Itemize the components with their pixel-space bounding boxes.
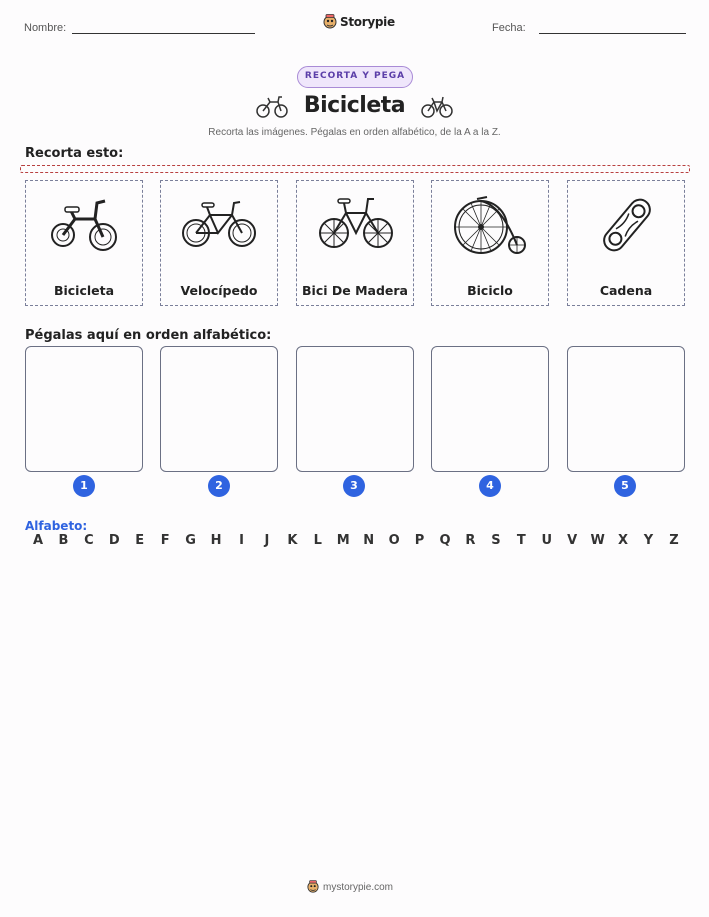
alphabet-letter: W (590, 533, 605, 548)
bike-icon-left (256, 93, 288, 119)
paste-label: Pégalas aquí en orden alfabético: (25, 328, 272, 343)
alphabet-letter: Z (669, 533, 679, 548)
brand-name: Storypie (340, 15, 395, 29)
alphabet-letter: P (414, 533, 425, 548)
header-row (0, 14, 709, 44)
date-label: Fecha: (492, 22, 526, 34)
chain-link-icon (587, 189, 667, 259)
brand-logo (323, 14, 395, 30)
alphabet-letter: C (84, 533, 94, 548)
alphabet-letter: G (185, 533, 196, 548)
cut-card-5[interactable] (567, 180, 685, 306)
bicycle-icon (180, 189, 260, 259)
paste-slot-5[interactable] (567, 346, 685, 472)
name-line[interactable] (72, 33, 255, 34)
alphabet-letter: B (58, 533, 69, 548)
card-label-2: Velocípedo (180, 283, 258, 298)
balance-bike-icon (45, 189, 125, 259)
alphabet-letter: A (32, 533, 44, 548)
cut-card-4[interactable] (431, 180, 549, 306)
storypie-mascot-icon (307, 880, 319, 894)
cut-card-2[interactable] (160, 180, 278, 306)
alphabet-letter: U (541, 533, 553, 548)
alphabet-letter: X (618, 533, 629, 548)
alphabet-row (26, 533, 686, 548)
alphabet-letter: D (108, 533, 120, 548)
alphabet-letter: Y (643, 533, 654, 548)
bike-icon-right (421, 93, 453, 119)
alphabet-letter: L (313, 533, 322, 548)
instructions: Recorta las imágenes. Pégalas en orden alfabético, de la A a la Z. (208, 127, 501, 138)
alphabet-letter: T (516, 533, 526, 548)
alphabet-letter: N (363, 533, 375, 548)
title-row (0, 93, 709, 123)
name-label: Nombre: (24, 22, 67, 34)
penny-farthing-icon (451, 189, 531, 259)
alphabet-letter: F (160, 533, 170, 548)
card-label-5: Cadena (599, 283, 653, 298)
card-label-3: Bici De Madera (302, 283, 408, 298)
alphabet-letter: O (388, 533, 400, 548)
footer-url[interactable]: mystorypie.com (323, 881, 394, 893)
cut-line (20, 165, 690, 173)
alphabet-letter: J (264, 533, 270, 548)
paste-slot-1[interactable] (25, 346, 143, 472)
date-line[interactable] (539, 33, 686, 34)
paste-slot-2[interactable] (160, 346, 278, 472)
cut-card-3[interactable] (296, 180, 414, 306)
alphabet-label: Alfabeto: (25, 519, 88, 533)
activity-tag: RECORTA Y PEGA (297, 66, 413, 88)
slot-number-1: 1 (73, 475, 95, 497)
alphabet-letter: M (336, 533, 350, 548)
cut-card-1[interactable] (25, 180, 143, 306)
paste-slot-3[interactable] (296, 346, 414, 472)
alphabet-letter: H (210, 533, 222, 548)
alphabet-letter: R (465, 533, 476, 548)
slot-number-2: 2 (208, 475, 230, 497)
card-label-1: Bicicleta (53, 283, 115, 298)
alphabet-letter: E (135, 533, 145, 548)
slot-number-4: 4 (479, 475, 501, 497)
wooden-bike-icon (316, 189, 396, 259)
slot-number-5: 5 (614, 475, 636, 497)
storypie-mascot-icon (323, 14, 337, 30)
alphabet-letter: S (491, 533, 501, 548)
slot-number-3: 3 (343, 475, 365, 497)
card-label-4: Biciclo (467, 283, 513, 298)
alphabet-letter: I (239, 533, 244, 548)
page-title: Bicicleta (303, 93, 406, 118)
alphabet-letter: V (567, 533, 578, 548)
paste-slot-4[interactable] (431, 346, 549, 472)
alphabet-letter: Q (439, 533, 451, 548)
cut-label: Recorta esto: (25, 146, 124, 161)
alphabet-letter: K (287, 533, 298, 548)
footer (307, 880, 393, 894)
